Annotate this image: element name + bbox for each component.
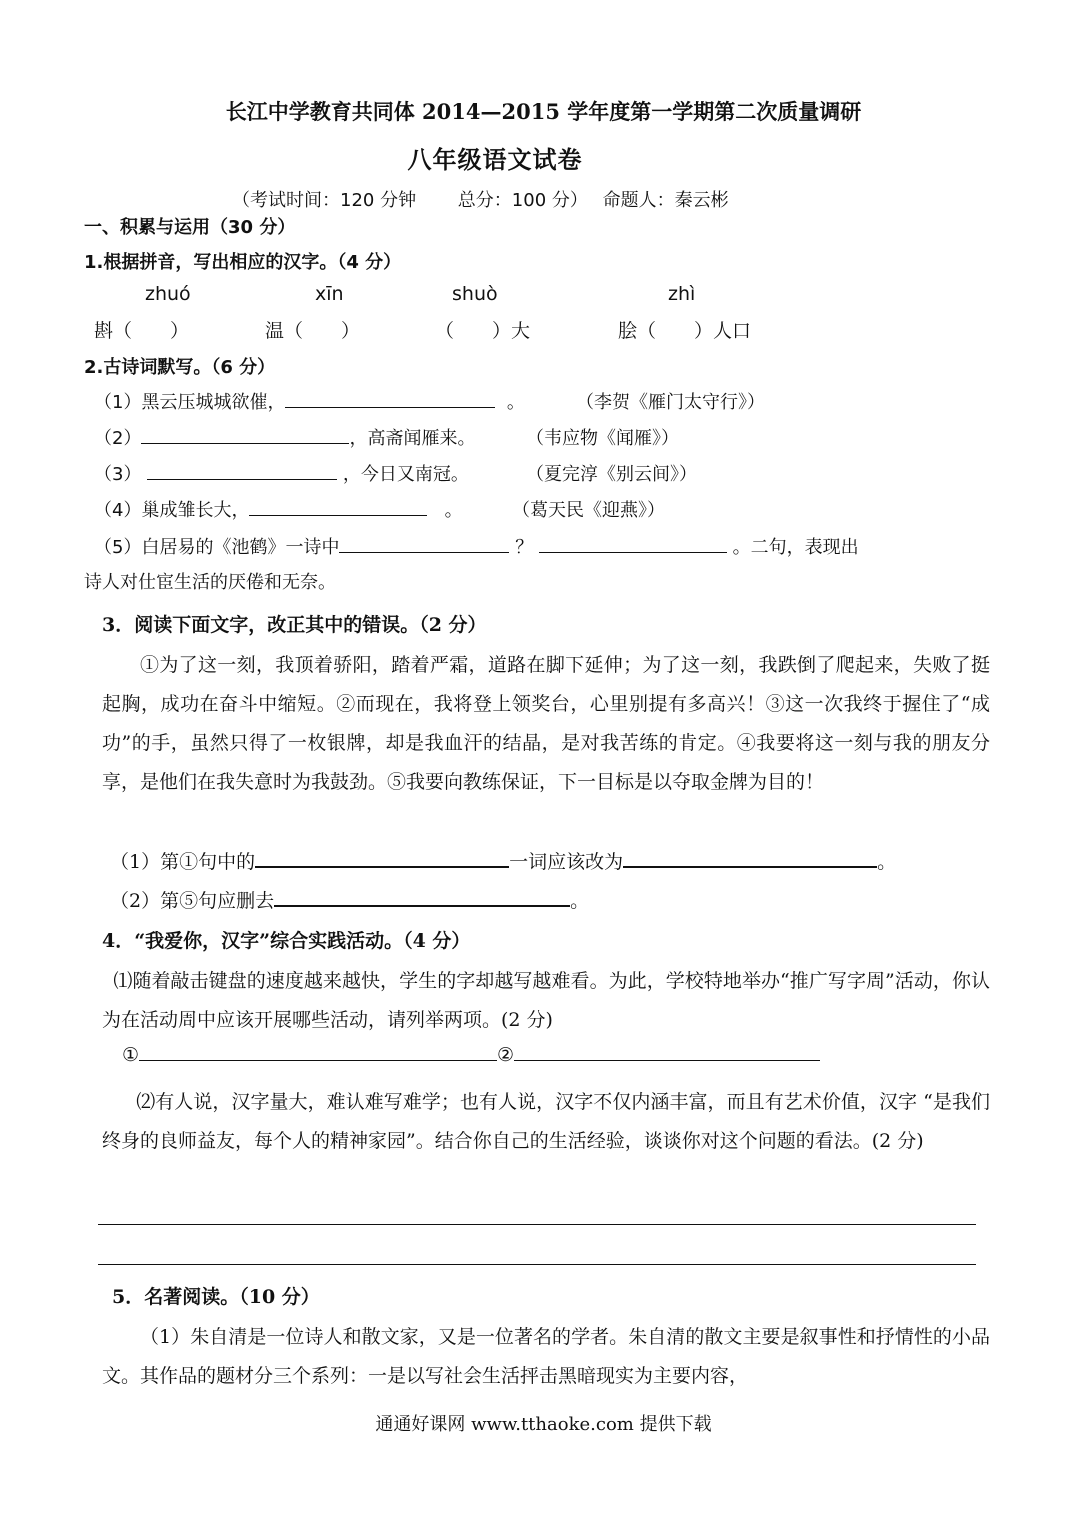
q2-blank-2[interactable] [141, 425, 349, 444]
q1-item-2[interactable]: 温（ ） [265, 320, 361, 342]
q3-sub-2-prefix: （2）第⑤句应删去 [110, 890, 275, 912]
q3-sub-2-suffix: 。 [570, 890, 590, 912]
question-3-heading: 3．阅读下面文字，改正其中的错误。（2 分） [102, 614, 487, 636]
exam-title: 长江中学教育共同体 2014—2015 学年度第一学期第二次质量调研 [225, 99, 862, 124]
q2-line-4-suffix: 。 [444, 500, 463, 521]
q2-line-3-prefix: （3） [94, 464, 142, 485]
q2-source-3: （夏完淳《别云间》） [526, 464, 697, 485]
q2-line-4 [94, 496, 463, 522]
q2-line-5-suffix: 。二句，表现出 [732, 537, 859, 558]
q2-source-4: （葛天民《迎燕》） [512, 500, 665, 521]
q2-line-5-mid: ？ [515, 537, 534, 558]
q3-sub-1-suffix: 。 [877, 851, 897, 873]
q2-blank-1[interactable] [285, 389, 495, 408]
q4-answer-1-label: ① [122, 1044, 140, 1066]
q2-blank-4[interactable] [249, 497, 427, 516]
pinyin-1: zhuó [145, 283, 191, 305]
answer-line-1[interactable] [98, 1224, 976, 1225]
q2-blank-5a[interactable] [339, 534, 509, 553]
q3-blank-1[interactable] [255, 848, 509, 868]
q4-part-2: ⑵有人说，汉字量大，难认难写难学；也有人说，汉字不仅内涵丰富，而且有艺术价值，汉字 “是我们终身的良师益友，每个人的精神家园”。结合你自己的生活经验，谈谈你对这个问题的看法。(2 分) [102, 1091, 990, 1152]
q2-line-2-suffix: ，高斋闻雁来。 [349, 428, 476, 449]
question-4-heading: 4．“我爱你，汉字”综合实践活动。（4 分） [102, 930, 471, 952]
section-heading: 一、积累与运用（30 分） [84, 217, 296, 238]
q2-line-5 [94, 533, 859, 559]
q5-part-1: （1）朱自清是一位诗人和散文家，又是一位著名的学者。朱自清的散文主要是叙事性和抒情性的小品文。其作品的题材分三个系列：一是以写社会生活抨击黑暗现实为主要内容， [102, 1326, 990, 1387]
q3-blank-2[interactable] [623, 848, 877, 868]
q1-item-3[interactable]: （ ）大 [435, 320, 531, 342]
q3-passage: ①为了这一刻，我顶着骄阳，踏着严霜，道路在脚下延伸；为了这一刻，我跌倒了爬起来，失败了挺起胸，成功在奋斗中缩短。②而现在，我将登上领奖台，心里别提有多高兴！③这一次我终于握住了“成功”的手，虽然只得了一枚银牌，却是我血汗的结晶，是对我苦练的肯定。④我要将这一刻与我的朋友分享，是他们在我失意时为我鼓劲。⑤我要向教练保证，下一目标是以夺取金牌为目的！ [102, 654, 990, 793]
q2-source-2: （韦应物《闻雁》） [526, 428, 679, 449]
q2-line-1 [94, 388, 525, 414]
q2-line-5-continued: 诗人对仕宦生活的厌倦和无奈。 [84, 572, 336, 593]
q4-answer-2-label: ② [497, 1044, 515, 1066]
question-1-heading: 1.根据拼音，写出相应的汉字。（4 分） [84, 252, 402, 273]
q4-blank-2[interactable] [514, 1042, 820, 1061]
q1-item-1[interactable]: 斟（ ） [94, 320, 190, 342]
q2-line-1-suffix: 。 [506, 392, 525, 413]
q2-line-2-prefix: （2） [94, 428, 142, 449]
q3-blank-3[interactable] [274, 887, 570, 907]
pinyin-4: zhì [668, 283, 696, 305]
q2-line-3-suffix: ，今日又南冠。 [342, 464, 469, 485]
q2-blank-5b[interactable] [539, 534, 727, 553]
q2-line-3 [94, 460, 469, 486]
pinyin-2: xīn [315, 283, 344, 305]
pinyin-3: shuò [452, 283, 498, 305]
q2-line-2 [94, 424, 475, 450]
q2-blank-3[interactable] [147, 461, 337, 480]
footer-text: 通通好课网 www.tthaoke.com 提供下载 [375, 1414, 712, 1435]
exam-subtitle: 八年级语文试卷 [407, 145, 583, 174]
q2-line-1-prefix: （1）黑云压城城欲催， [94, 392, 286, 413]
q4-blank-1[interactable] [139, 1042, 497, 1061]
answer-line-2[interactable] [98, 1264, 976, 1265]
question-2-heading: 2.古诗词默写。（6 分） [84, 357, 276, 378]
q2-line-4-prefix: （4）巢成雏长大， [94, 500, 250, 521]
q3-sub-2 [110, 886, 589, 913]
q1-item-4[interactable]: 脍（ ）人口 [618, 320, 752, 342]
q3-sub-1-mid: 一词应该改为 [509, 851, 624, 873]
q4-answer-1 [122, 1042, 820, 1066]
q3-sub-1-prefix: （1）第①句中的 [110, 851, 256, 873]
exam-info: （考试时间：120 分钟 总分：100 分） 命题人：秦云彬 [232, 190, 729, 211]
q3-sub-1 [110, 847, 896, 874]
q2-line-5-prefix: （5）白居易的《池鹤》一诗中 [94, 537, 340, 558]
q4-part-1: ⑴随着敲击键盘的速度越来越快，学生的字却越写越难看。为此，学校特地举办“推广写字周”活动，你认为在活动周中应该开展哪些活动，请列举两项。(2 分) [102, 970, 990, 1031]
question-5-heading: 5．名著阅读。（10 分） [112, 1286, 320, 1308]
q2-source-1: （李贺《雁门太守行》） [576, 392, 765, 413]
